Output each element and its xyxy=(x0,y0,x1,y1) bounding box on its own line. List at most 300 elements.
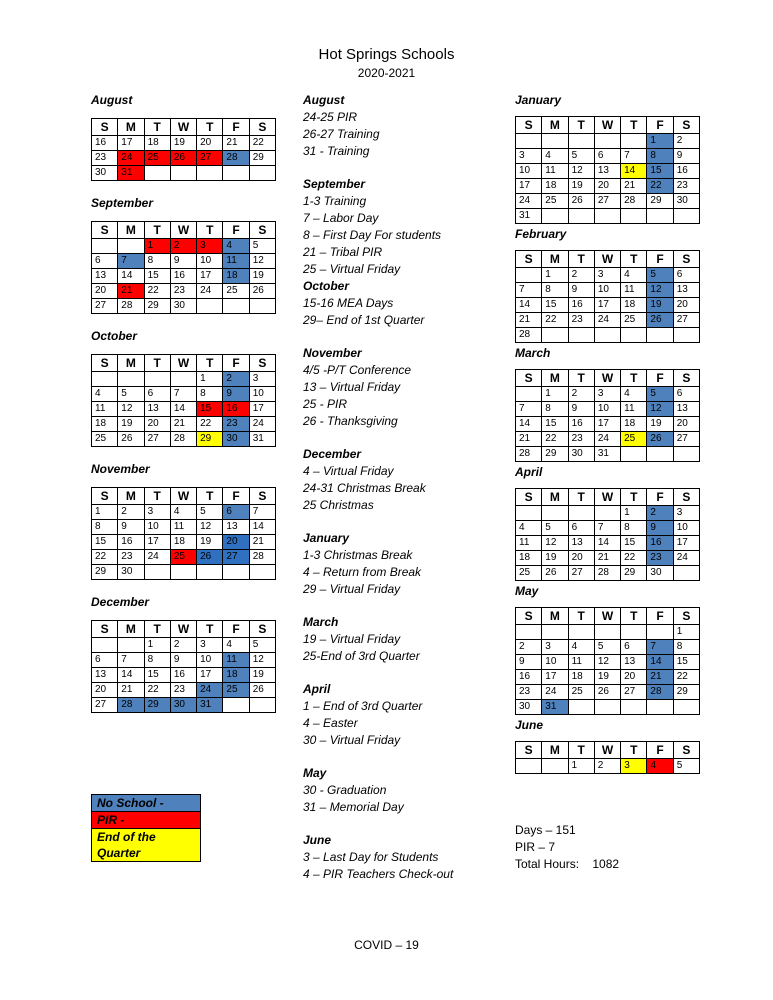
calendar-day: 23 xyxy=(673,179,699,194)
calendar-week-row xyxy=(92,698,276,713)
calendar-day xyxy=(223,166,249,181)
weekday-header: W xyxy=(594,117,620,134)
calendar-day: 28 xyxy=(170,432,196,447)
calendar-day xyxy=(621,134,647,149)
calendar-day xyxy=(197,166,223,181)
calendar-day: 1 xyxy=(568,759,594,774)
calendar-day: 20 xyxy=(92,284,118,299)
calendar-day: 16 xyxy=(568,417,594,432)
weekday-header: F xyxy=(647,608,673,625)
weekday-header: S xyxy=(673,251,699,268)
calendar-day: 18 xyxy=(170,535,196,550)
calendar-day: 8 xyxy=(542,402,568,417)
calendar-day: 4 xyxy=(621,387,647,402)
calendar-day xyxy=(542,209,568,224)
events-column xyxy=(303,92,503,883)
events-august xyxy=(303,92,503,160)
calendar-grid xyxy=(91,118,276,181)
calendar-week-row xyxy=(92,653,276,668)
calendar-day: 2 xyxy=(647,506,673,521)
calendar-day xyxy=(144,166,170,181)
event-item: 1-3 Christmas Break xyxy=(303,548,413,562)
calendar-day: 26 xyxy=(594,685,620,700)
calendar-day: 19 xyxy=(197,535,223,550)
calendar-day: 10 xyxy=(673,521,699,536)
calendar-week-row xyxy=(516,417,700,432)
calendar-day: 23 xyxy=(170,683,196,698)
calendar-day: 18 xyxy=(92,417,118,432)
calendar-day: 25 xyxy=(92,432,118,447)
weekday-header: S xyxy=(516,251,542,268)
calendar-day: 23 xyxy=(223,417,249,432)
calendar-day: 24 xyxy=(197,683,223,698)
weekday-header: S xyxy=(673,742,699,759)
calendar-day: 3 xyxy=(594,387,620,402)
calendar-day: 12 xyxy=(118,402,144,417)
calendar-day: 13 xyxy=(568,536,594,551)
calendar-day: 9 xyxy=(170,653,196,668)
total-hours xyxy=(515,856,619,873)
calendar-day: 2 xyxy=(118,505,144,520)
calendar-day: 9 xyxy=(223,387,249,402)
event-item: 29 – Virtual Friday xyxy=(303,582,401,596)
calendar-day xyxy=(594,506,620,521)
calendar-day: 2 xyxy=(170,239,196,254)
calendar-week-row xyxy=(92,505,276,520)
calendar-day xyxy=(516,625,542,640)
calendar-day: 3 xyxy=(621,759,647,774)
weekday-header: T xyxy=(621,608,647,625)
calendar-day: 21 xyxy=(249,535,275,550)
calendar-column-right xyxy=(515,92,700,774)
weekday-header: M xyxy=(118,222,144,239)
calendar-day: 3 xyxy=(197,239,223,254)
month-calendar-august xyxy=(91,92,276,181)
calendar-day: 29 xyxy=(144,299,170,314)
event-item: 25 – Virtual Friday xyxy=(303,262,401,276)
calendar-day: 11 xyxy=(92,402,118,417)
weekday-header: S xyxy=(249,222,275,239)
calendar-day xyxy=(249,698,275,713)
calendar-week-row xyxy=(92,432,276,447)
calendar-day: 22 xyxy=(673,670,699,685)
calendar-day xyxy=(673,700,699,715)
calendar-day: 22 xyxy=(542,313,568,328)
calendar-day: 11 xyxy=(542,164,568,179)
calendar-day: 6 xyxy=(673,387,699,402)
calendar-week-row xyxy=(516,283,700,298)
total-hours-label: Total Hours: xyxy=(515,857,580,871)
calendar-day: 19 xyxy=(249,668,275,683)
footer-note: COVID – 19 xyxy=(354,938,419,952)
month-calendar-october xyxy=(91,328,276,447)
calendar-day: 5 xyxy=(594,640,620,655)
calendar-day: 28 xyxy=(516,447,542,462)
calendar-day: 28 xyxy=(621,194,647,209)
calendar-day: 2 xyxy=(170,638,196,653)
events-march xyxy=(303,614,503,665)
calendar-day: 9 xyxy=(647,521,673,536)
weekday-header: M xyxy=(118,621,144,638)
calendar-day: 21 xyxy=(621,179,647,194)
weekday-header: S xyxy=(673,608,699,625)
calendar-grid xyxy=(91,620,276,713)
event-item: 1-3 Training xyxy=(303,194,367,208)
calendar-week-row xyxy=(516,655,700,670)
calendar-day: 27 xyxy=(673,313,699,328)
calendar-day: 1 xyxy=(144,239,170,254)
month-calendar-june xyxy=(515,717,700,774)
calendar-day: 3 xyxy=(673,506,699,521)
calendar-day: 14 xyxy=(118,269,144,284)
calendar-day: 23 xyxy=(568,313,594,328)
calendar-day: 22 xyxy=(647,179,673,194)
calendar-day: 5 xyxy=(647,268,673,283)
month-calendar-march xyxy=(515,345,700,462)
calendar-day: 7 xyxy=(516,402,542,417)
calendar-week-row xyxy=(92,520,276,535)
calendar-day: 27 xyxy=(594,194,620,209)
calendar-day: 31 xyxy=(197,698,223,713)
weekday-header: F xyxy=(223,488,249,505)
weekday-header: M xyxy=(542,251,568,268)
calendar-day: 25 xyxy=(568,685,594,700)
calendar-week-row xyxy=(516,209,700,224)
calendar-day: 16 xyxy=(170,269,196,284)
calendar-day xyxy=(568,328,594,343)
calendar-day: 5 xyxy=(197,505,223,520)
weekday-header: T xyxy=(197,488,223,505)
calendar-day: 3 xyxy=(197,638,223,653)
weekday-header: T xyxy=(197,222,223,239)
calendar-day: 30 xyxy=(647,566,673,581)
total-hours-value: 1082 xyxy=(592,857,620,871)
calendar-day: 10 xyxy=(516,164,542,179)
event-item: 13 – Virtual Friday xyxy=(303,380,401,394)
calendar-day xyxy=(594,625,620,640)
calendar-day: 25 xyxy=(621,313,647,328)
calendar-day xyxy=(673,566,699,581)
event-item: 21 – Tribal PIR xyxy=(303,245,383,259)
calendar-grid xyxy=(515,369,700,462)
calendar-day: 25 xyxy=(621,432,647,447)
calendar-day: 17 xyxy=(249,402,275,417)
event-month-heading: August xyxy=(303,93,345,107)
calendar-week-row xyxy=(92,239,276,254)
weekday-header: W xyxy=(594,742,620,759)
event-item: 24-31 Christmas Break xyxy=(303,481,426,495)
calendar-week-row xyxy=(92,668,276,683)
weekday-header: S xyxy=(516,117,542,134)
calendar-day: 10 xyxy=(144,520,170,535)
event-item: 25 Christmas xyxy=(303,498,374,512)
event-item: 4 – PIR Teachers Check-out xyxy=(303,867,454,881)
calendar-day: 1 xyxy=(197,372,223,387)
weekday-header: T xyxy=(621,251,647,268)
weekday-header: S xyxy=(516,742,542,759)
calendar-day xyxy=(673,328,699,343)
calendar-day: 24 xyxy=(516,194,542,209)
event-item: 26 - Thanksgiving xyxy=(303,414,398,428)
calendar-day xyxy=(542,759,568,774)
calendar-day xyxy=(223,698,249,713)
calendar-day: 7 xyxy=(118,254,144,269)
calendar-day xyxy=(621,209,647,224)
month-title: January xyxy=(515,93,562,107)
weekday-header: S xyxy=(92,621,118,638)
calendar-day xyxy=(223,565,249,580)
calendar-day: 14 xyxy=(516,417,542,432)
calendar-day: 24 xyxy=(197,284,223,299)
weekday-header: S xyxy=(92,355,118,372)
events-october xyxy=(303,278,503,329)
weekday-header: S xyxy=(92,488,118,505)
weekday-header: S xyxy=(249,488,275,505)
month-title: April xyxy=(515,465,543,479)
calendar-day: 14 xyxy=(170,402,196,417)
events-april xyxy=(303,681,503,749)
calendar-day: 15 xyxy=(542,298,568,313)
calendar-day: 13 xyxy=(673,283,699,298)
calendar-day xyxy=(542,328,568,343)
calendar-day: 1 xyxy=(144,638,170,653)
event-month-heading: June xyxy=(303,833,332,847)
calendar-day: 8 xyxy=(621,521,647,536)
event-month-heading: January xyxy=(303,531,350,545)
calendar-day: 10 xyxy=(249,387,275,402)
legend-pir: PIR - xyxy=(92,812,200,829)
calendar-day: 7 xyxy=(647,640,673,655)
calendar-day: 17 xyxy=(144,535,170,550)
calendar-day: 11 xyxy=(516,536,542,551)
weekday-header: T xyxy=(144,488,170,505)
calendar-day: 18 xyxy=(621,298,647,313)
calendar-column-left xyxy=(91,92,276,713)
calendar-day: 30 xyxy=(223,432,249,447)
calendar-day: 11 xyxy=(568,655,594,670)
event-item: 4 – Easter xyxy=(303,716,358,730)
calendar-day: 15 xyxy=(542,417,568,432)
calendar-day: 22 xyxy=(621,551,647,566)
calendar-day: 29 xyxy=(542,447,568,462)
calendar-week-row xyxy=(516,194,700,209)
calendar-day xyxy=(647,209,673,224)
weekday-header: S xyxy=(92,119,118,136)
event-month-heading: March xyxy=(303,615,339,629)
calendar-day xyxy=(594,700,620,715)
calendar-day: 22 xyxy=(144,683,170,698)
calendar-day: 13 xyxy=(144,402,170,417)
calendar-day: 6 xyxy=(223,505,249,520)
calendar-day: 7 xyxy=(516,283,542,298)
calendar-day: 3 xyxy=(594,268,620,283)
calendar-day: 18 xyxy=(621,417,647,432)
calendar-day: 29 xyxy=(673,685,699,700)
calendar-day: 7 xyxy=(621,149,647,164)
weekday-header: T xyxy=(568,742,594,759)
calendar-day: 21 xyxy=(223,136,249,151)
calendar-day: 19 xyxy=(647,417,673,432)
events-may xyxy=(303,765,503,816)
calendar-day: 26 xyxy=(249,683,275,698)
calendar-week-row xyxy=(92,683,276,698)
events-january xyxy=(303,530,503,598)
weekday-header: W xyxy=(170,119,196,136)
legend-end-of-quarter-line1: End of the xyxy=(97,830,156,844)
calendar-week-row xyxy=(92,535,276,550)
calendar-day xyxy=(647,700,673,715)
calendar-day: 4 xyxy=(568,640,594,655)
calendar-day: 25 xyxy=(223,284,249,299)
calendar-day: 23 xyxy=(92,151,118,166)
calendar-day: 28 xyxy=(647,685,673,700)
calendar-day: 15 xyxy=(144,269,170,284)
calendar-day: 19 xyxy=(249,269,275,284)
calendar-day: 2 xyxy=(568,268,594,283)
calendar-day: 28 xyxy=(118,698,144,713)
calendar-day: 21 xyxy=(170,417,196,432)
calendar-day: 12 xyxy=(249,653,275,668)
calendar-day: 21 xyxy=(594,551,620,566)
calendar-day: 15 xyxy=(647,164,673,179)
calendar-day: 7 xyxy=(118,653,144,668)
month-calendar-december xyxy=(91,594,276,713)
calendar-day: 30 xyxy=(170,299,196,314)
calendar-day: 23 xyxy=(118,550,144,565)
calendar-day: 15 xyxy=(92,535,118,550)
calendar-day: 4 xyxy=(170,505,196,520)
calendar-day: 18 xyxy=(223,668,249,683)
weekday-header: M xyxy=(118,119,144,136)
calendar-day xyxy=(516,387,542,402)
events-june xyxy=(303,832,503,883)
calendar-day: 27 xyxy=(144,432,170,447)
calendar-day: 21 xyxy=(647,670,673,685)
month-calendar-november xyxy=(91,461,276,580)
calendar-day: 1 xyxy=(92,505,118,520)
calendar-day: 6 xyxy=(594,149,620,164)
event-item: 4 – Virtual Friday xyxy=(303,464,394,478)
calendar-day: 15 xyxy=(673,655,699,670)
weekday-header: W xyxy=(170,355,196,372)
calendar-day: 24 xyxy=(594,313,620,328)
calendar-day: 26 xyxy=(568,194,594,209)
total-pir: PIR – 7 xyxy=(515,840,556,854)
calendar-day: 3 xyxy=(249,372,275,387)
calendar-day: 21 xyxy=(118,683,144,698)
weekday-header: T xyxy=(621,370,647,387)
calendar-day: 9 xyxy=(516,655,542,670)
calendar-day: 9 xyxy=(118,520,144,535)
calendar-day: 5 xyxy=(673,759,699,774)
month-title: September xyxy=(91,196,154,210)
calendar-day: 9 xyxy=(568,402,594,417)
event-item: 19 – Virtual Friday xyxy=(303,632,401,646)
calendar-day xyxy=(673,209,699,224)
calendar-day: 24 xyxy=(249,417,275,432)
calendar-day: 8 xyxy=(542,283,568,298)
calendar-week-row xyxy=(516,179,700,194)
month-calendar-april xyxy=(515,464,700,581)
calendar-day: 30 xyxy=(673,194,699,209)
calendar-day xyxy=(516,759,542,774)
calendar-grid xyxy=(515,741,700,774)
calendar-day: 24 xyxy=(118,151,144,166)
calendar-day: 29 xyxy=(197,432,223,447)
calendar-day: 15 xyxy=(621,536,647,551)
legend-end-of-quarter-line2: Quarter xyxy=(97,846,141,860)
calendar-day: 8 xyxy=(144,653,170,668)
calendar-day xyxy=(621,328,647,343)
school-year: 2020-2021 xyxy=(357,66,416,80)
calendar-day: 5 xyxy=(647,387,673,402)
calendar-week-row xyxy=(92,136,276,151)
month-title: December xyxy=(91,595,150,609)
calendar-day: 30 xyxy=(568,447,594,462)
event-month-heading: December xyxy=(303,447,362,461)
calendar-day: 17 xyxy=(594,298,620,313)
calendar-day xyxy=(568,506,594,521)
calendar-day: 16 xyxy=(118,535,144,550)
calendar-day: 13 xyxy=(223,520,249,535)
calendar-day: 2 xyxy=(223,372,249,387)
calendar-day xyxy=(594,134,620,149)
calendar-day: 27 xyxy=(673,432,699,447)
calendar-week-row xyxy=(516,670,700,685)
weekday-header: M xyxy=(542,117,568,134)
calendar-day: 14 xyxy=(118,668,144,683)
calendar-week-row xyxy=(92,387,276,402)
calendar-day: 10 xyxy=(594,283,620,298)
calendar-day: 1 xyxy=(542,268,568,283)
event-month-heading: November xyxy=(303,346,362,360)
weekday-header: F xyxy=(223,119,249,136)
weekday-header: T xyxy=(568,608,594,625)
calendar-day: 9 xyxy=(170,254,196,269)
calendar-day: 11 xyxy=(170,520,196,535)
calendar-day: 4 xyxy=(223,239,249,254)
calendar-day: 7 xyxy=(170,387,196,402)
month-title: June xyxy=(515,718,544,732)
event-month-heading: May xyxy=(303,766,327,780)
calendar-day xyxy=(542,506,568,521)
calendar-day: 24 xyxy=(673,551,699,566)
calendar-day xyxy=(568,700,594,715)
weekday-header: S xyxy=(673,370,699,387)
calendar-day xyxy=(197,299,223,314)
calendar-day: 3 xyxy=(144,505,170,520)
calendar-week-row xyxy=(92,372,276,387)
month-calendar-february xyxy=(515,226,700,343)
calendar-day: 18 xyxy=(516,551,542,566)
weekday-header: F xyxy=(647,251,673,268)
calendar-week-row xyxy=(516,685,700,700)
calendar-day: 8 xyxy=(197,387,223,402)
calendar-day: 17 xyxy=(594,417,620,432)
weekday-header: S xyxy=(92,222,118,239)
calendar-week-row xyxy=(516,551,700,566)
calendar-week-row xyxy=(516,566,700,581)
calendar-day: 12 xyxy=(594,655,620,670)
calendar-week-row xyxy=(516,536,700,551)
calendar-day: 1 xyxy=(673,625,699,640)
calendar-day: 15 xyxy=(197,402,223,417)
calendar-day: 22 xyxy=(249,136,275,151)
month-calendar-may xyxy=(515,583,700,715)
calendar-day: 4 xyxy=(542,149,568,164)
weekday-header: W xyxy=(594,251,620,268)
calendar-day xyxy=(621,447,647,462)
